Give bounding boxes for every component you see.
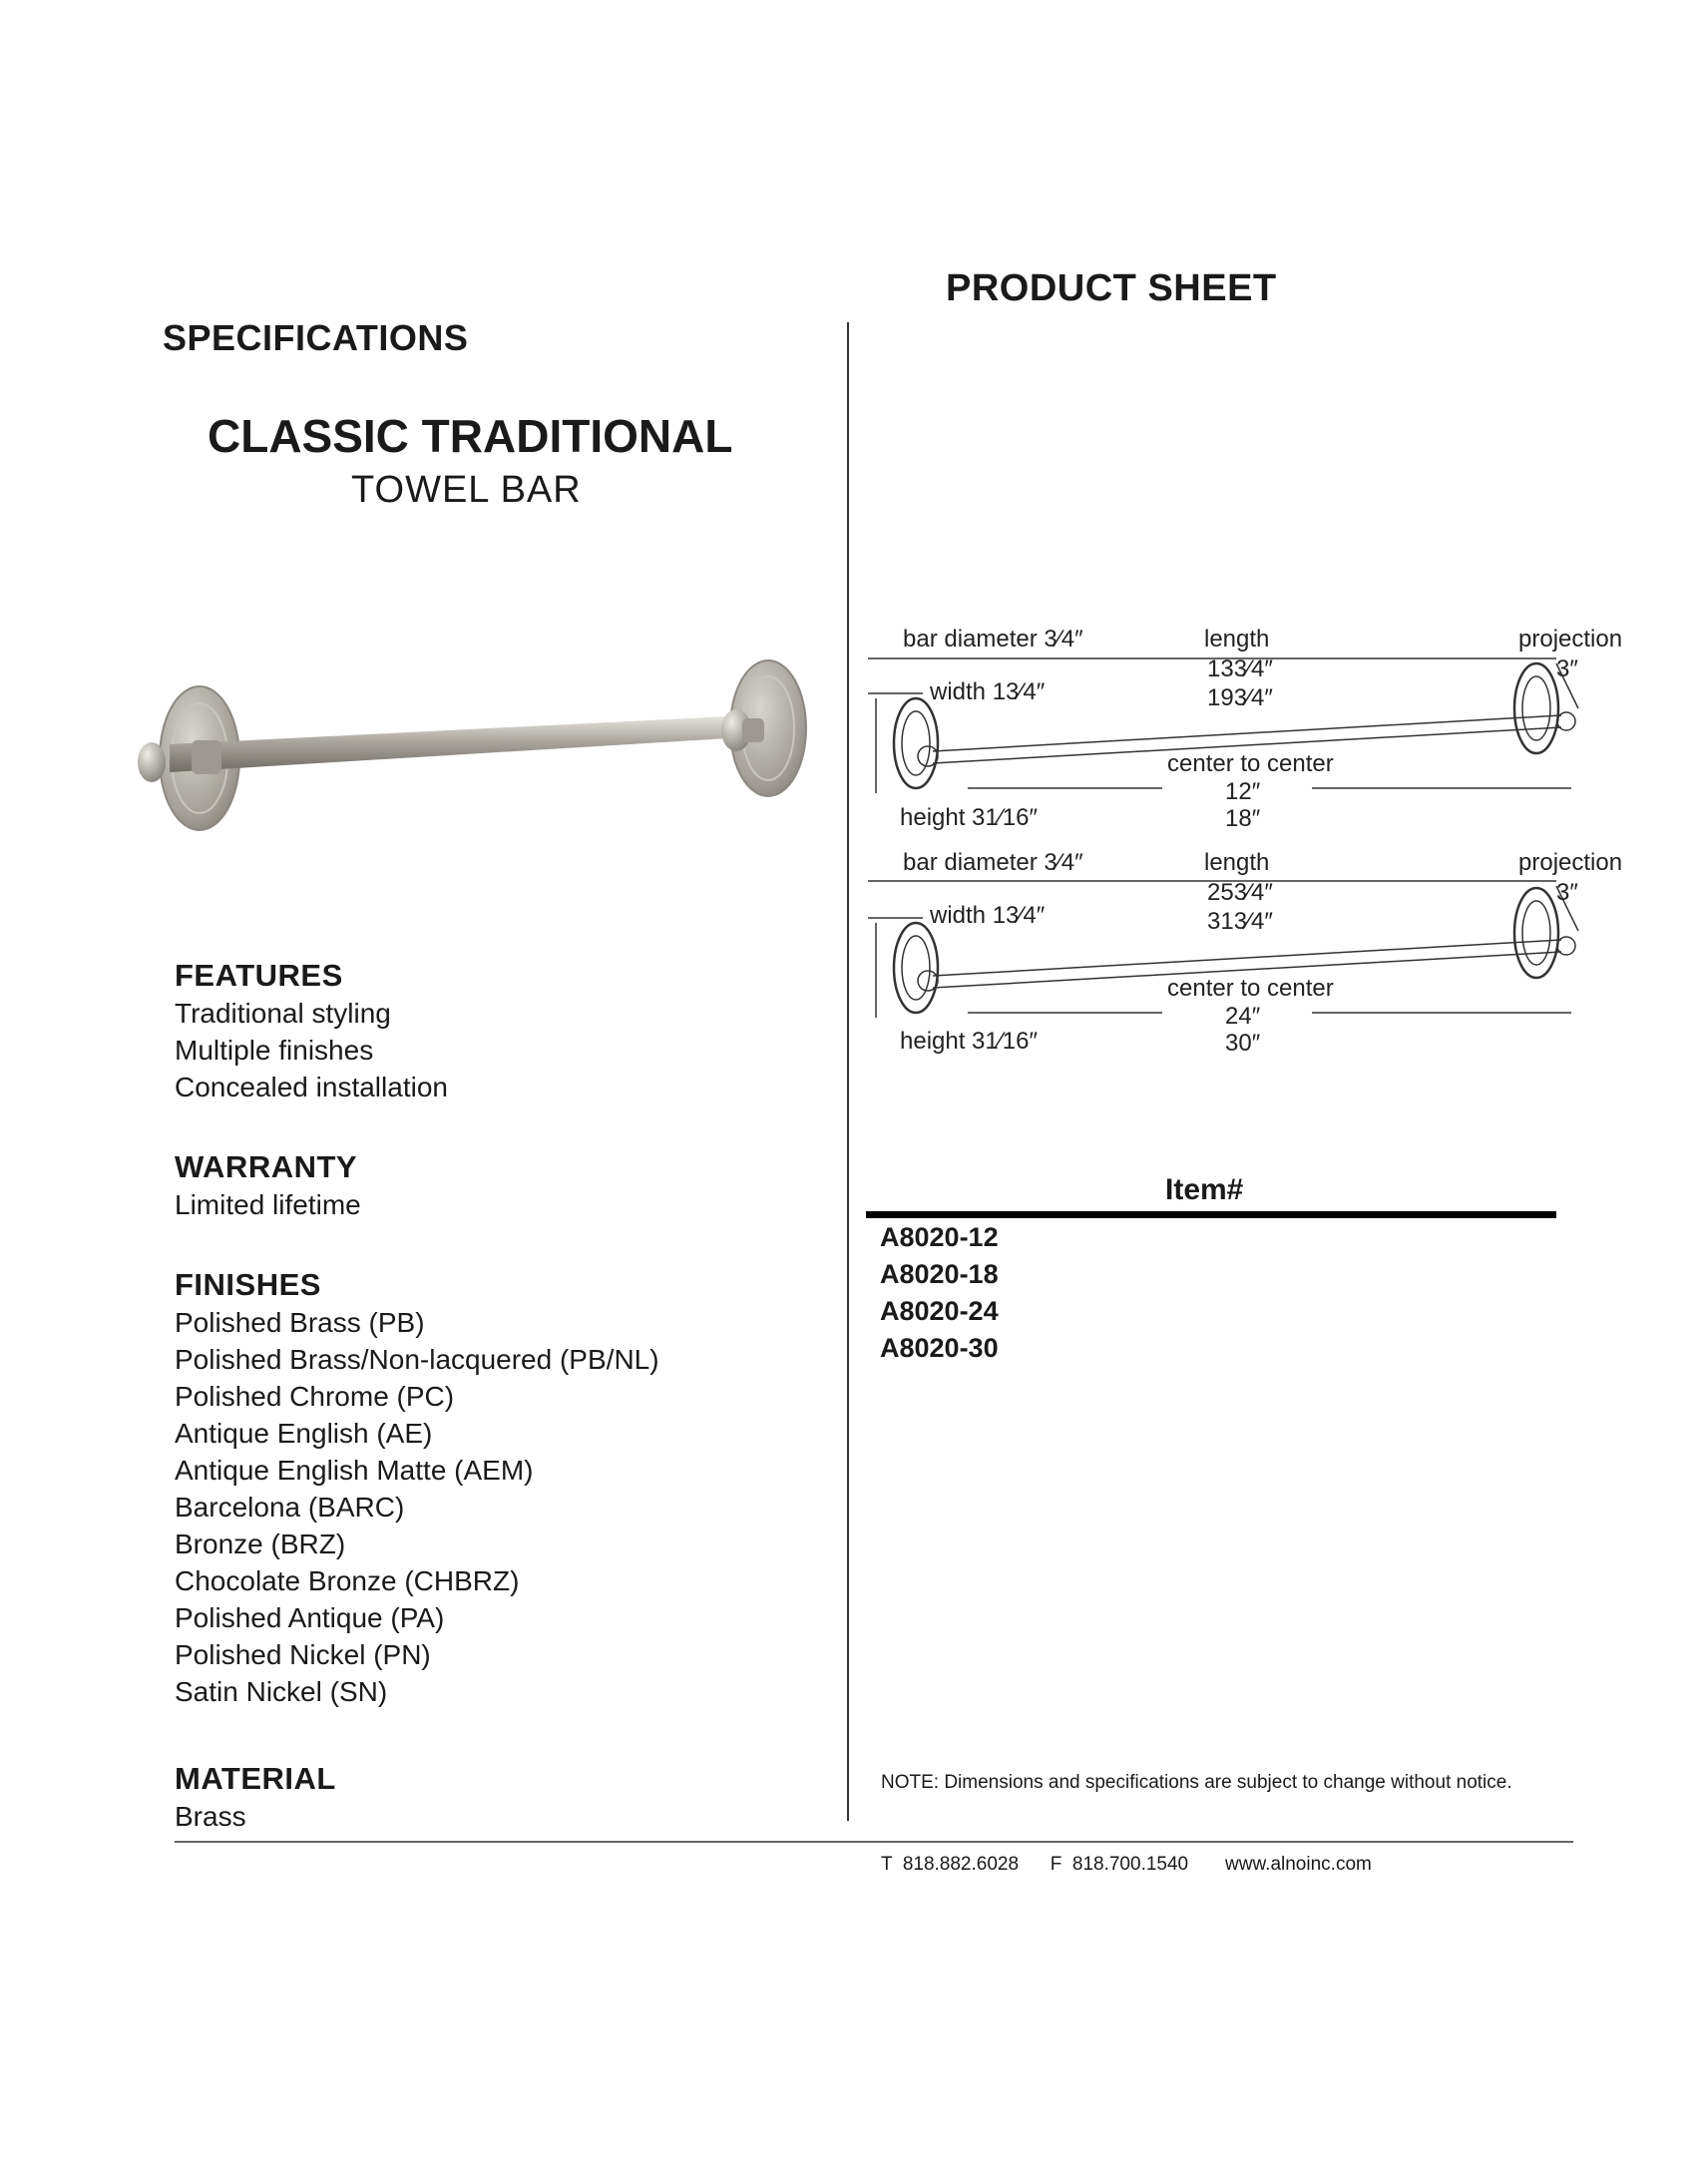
length-value: 193⁄4″: [1207, 684, 1273, 711]
center-label: center to center: [1167, 975, 1334, 1002]
bar-diameter-label: bar diameter 3⁄4″: [903, 626, 1083, 653]
contact-footer: T 818.882.6028 F 818.700.1540 www.alnoinc.com: [881, 1854, 1372, 1875]
list-item: Satin Nickel (SN): [175, 1676, 388, 1707]
length-value: 133⁄4″: [1207, 655, 1273, 682]
center-label: center to center: [1167, 750, 1334, 777]
features-heading: FEATURES: [175, 958, 343, 993]
projection-label: projection: [1518, 849, 1623, 876]
warranty-heading: WARRANTY: [175, 1149, 358, 1184]
material-heading: MATERIAL: [175, 1761, 336, 1796]
list-item: Polished Chrome (PC): [175, 1381, 455, 1412]
list-item: Limited lifetime: [175, 1189, 361, 1220]
list-item: Barcelona (BARC): [175, 1492, 405, 1523]
product-name: CLASSIC TRADITIONAL: [208, 410, 733, 462]
list-item: Traditional styling: [175, 998, 391, 1029]
list-item: Antique English Matte (AEM): [175, 1455, 534, 1486]
list-item: Brass: [175, 1801, 246, 1832]
center-value: 24″: [1225, 1003, 1261, 1030]
bar-diameter-label: bar diameter 3⁄4″: [903, 849, 1083, 876]
warranty-list: [175, 1186, 361, 1223]
list-item: Polished Nickel (PN): [175, 1639, 431, 1670]
projection-value: 3″: [1556, 655, 1578, 682]
projection-label: projection: [1518, 626, 1623, 653]
list-item: Chocolate Bronze (CHBRZ): [175, 1565, 520, 1596]
length-label: length: [1204, 626, 1270, 653]
length-label: length: [1204, 849, 1270, 876]
center-value: 18″: [1225, 805, 1261, 832]
disclaimer-note: NOTE: Dimensions and specifications are subject to change without notice.: [881, 1772, 1512, 1793]
height-label: height 31⁄16″: [900, 1028, 1038, 1055]
material-list: [175, 1798, 246, 1835]
list-item: Polished Brass (PB): [175, 1307, 425, 1338]
list-item: Antique English (AE): [175, 1418, 433, 1449]
item-number: A8020-18: [880, 1259, 999, 1289]
footer-divider: [175, 1841, 1573, 1843]
length-value: 313⁄4″: [1207, 908, 1273, 935]
list-item: Polished Brass/Non-lacquered (PB/NL): [175, 1344, 659, 1375]
item-number: A8020-12: [880, 1222, 999, 1252]
item-number: A8020-24: [880, 1296, 999, 1326]
width-label: width 13⁄4″: [930, 902, 1046, 929]
item-list: [880, 1219, 999, 1367]
product-type: TOWEL BAR: [351, 469, 582, 511]
towel-bar-photo: [130, 658, 808, 878]
list-item: Bronze (BRZ): [175, 1529, 346, 1559]
center-value: 30″: [1225, 1030, 1261, 1057]
product-sheet-heading: PRODUCT SHEET: [946, 267, 1277, 309]
finishes-heading: FINISHES: [175, 1267, 321, 1302]
length-value: 253⁄4″: [1207, 879, 1273, 906]
width-label: width 13⁄4″: [930, 678, 1046, 705]
list-item: Polished Antique (PA): [175, 1602, 445, 1633]
item-header-rule: [866, 1211, 1556, 1218]
list-item: Multiple finishes: [175, 1035, 374, 1066]
finishes-list: [175, 1304, 659, 1710]
list-item: Concealed installation: [175, 1072, 448, 1102]
item-number-heading: Item#: [1165, 1173, 1244, 1206]
specifications-heading: SPECIFICATIONS: [163, 317, 469, 358]
height-label: height 31⁄16″: [900, 804, 1038, 831]
dimension-diagrams: [858, 614, 1623, 1063]
item-number: A8020-30: [880, 1333, 999, 1363]
projection-value: 3″: [1556, 879, 1578, 906]
column-divider: [847, 322, 849, 1821]
features-list: [175, 995, 448, 1105]
center-value: 12″: [1225, 778, 1261, 805]
